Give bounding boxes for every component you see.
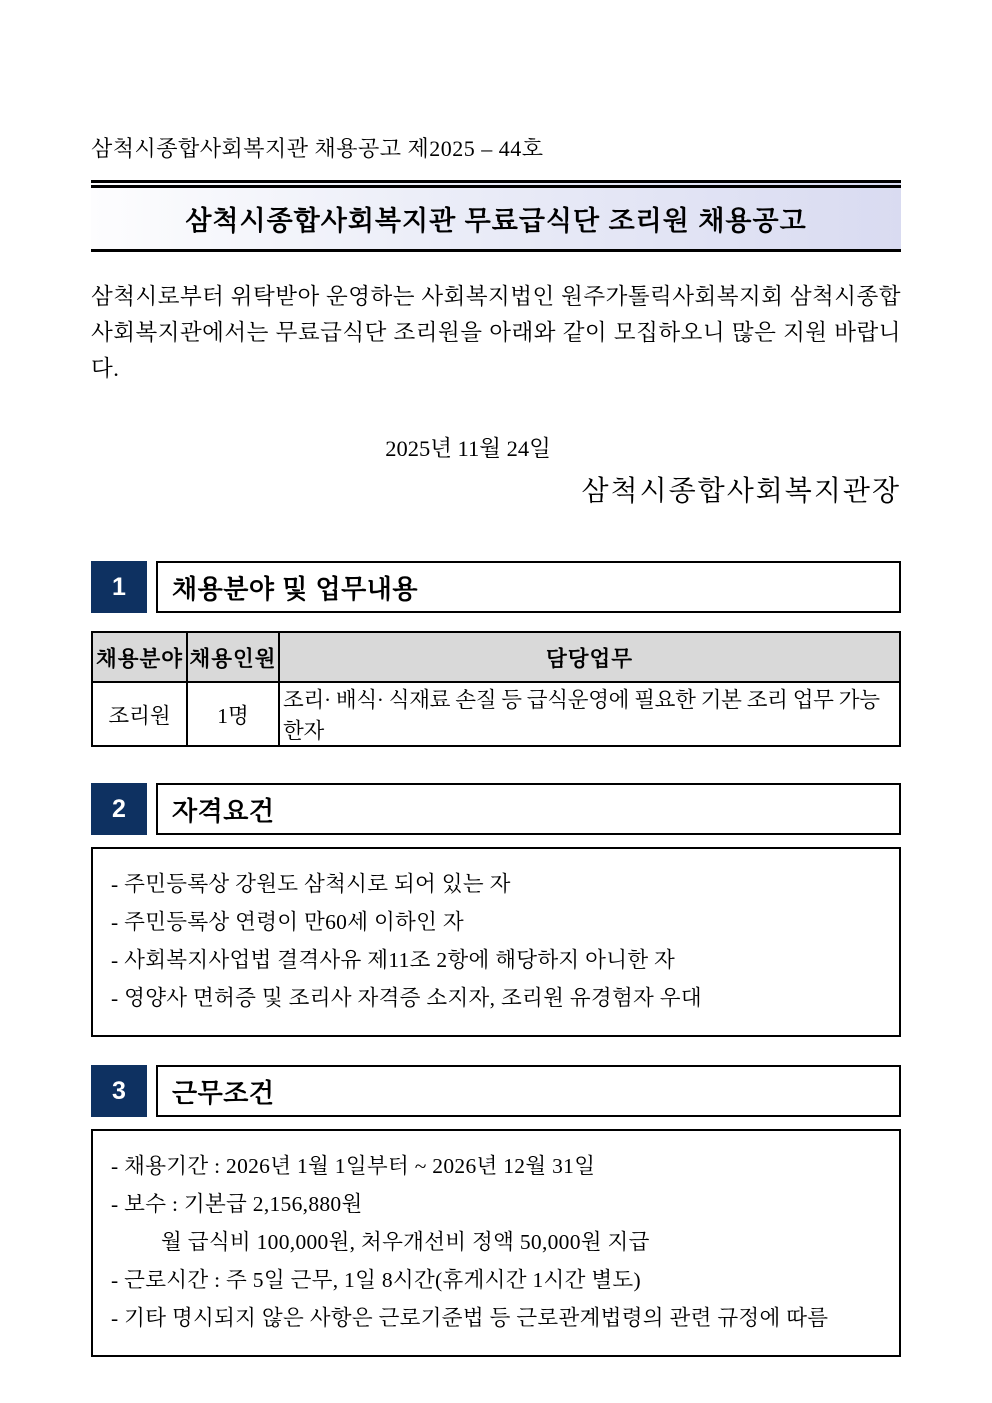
job-table-header-row — [92, 632, 900, 682]
qualifications-box — [91, 847, 901, 1037]
document-reference-number: 삼척시종합사회복지관 채용공고 제2025 – 44호 — [91, 136, 544, 161]
list-item: - 사회복지사업법 결격사유 제11조 2항에 해당하지 아니한 자 — [111, 948, 676, 972]
intro-paragraph: 삼척시로부터 위탁받아 운영하는 사회복지법인 원주가톨릭사회복지회 삼척시종합사회복지관에서는 무료급식단 조리원을 아래와 같이 모집하오니 많은 지원 바랍니다. — [91, 284, 901, 381]
list-item: - 근로시간 : 주 5일 근무, 1일 8시간(휴게시간 1시간 별도) — [111, 1268, 641, 1292]
section-title-box-3 — [156, 1065, 901, 1117]
section-header-1 — [91, 561, 901, 613]
list-item: - 주민등록상 연령이 만60세 이하인 자 — [111, 910, 464, 934]
list-item: - 보수 : 기본급 2,156,880원 — [111, 1192, 363, 1216]
job-field-cell: 조리원 — [92, 682, 187, 746]
job-duty-cell: 조리· 배식· 식재료 손질 등 급식운영에 필요한 기본 조리 업무 가능한자 — [279, 682, 900, 746]
work-conditions-box — [91, 1129, 901, 1357]
section-number-2: 2 — [91, 783, 147, 835]
job-table-header-field: 채용분야 — [92, 632, 187, 682]
signer-name: 삼척시종합사회복지관장 — [581, 476, 901, 507]
section-header-3 — [91, 1065, 901, 1117]
announcement-date: 2025년 11월 24일 — [385, 436, 551, 461]
list-item: - 기타 명시되지 않은 사항은 근로기준법 등 근로관계법령의 관련 규정에 따름 — [111, 1306, 829, 1330]
section-number-1: 1 — [91, 561, 147, 613]
table-row — [92, 682, 900, 746]
document-title: 삼척시종합사회복지관 무료급식단 조리원 채용공고 — [185, 206, 807, 236]
section-number-3: 3 — [91, 1065, 147, 1117]
section-header-2 — [91, 783, 901, 835]
job-table — [91, 631, 901, 747]
section-title-1: 채용분야 및 업무내용 — [172, 573, 418, 604]
section-title-3: 근무조건 — [172, 1077, 275, 1108]
section-title-2: 자격요건 — [172, 795, 275, 826]
list-item: - 영양사 면허증 및 조리사 자격증 소지자, 조리원 유경험자 우대 — [111, 986, 702, 1010]
section-title-box-1 — [156, 561, 901, 613]
list-item: - 주민등록상 강원도 삼척시로 되어 있는 자 — [111, 872, 511, 896]
list-item: - 채용기간 : 2026년 1월 1일부터 ~ 2026년 12월 31일 — [111, 1154, 596, 1178]
list-item-continuation: 월 급식비 100,000원, 처우개선비 정액 50,000원 지급 — [161, 1230, 650, 1254]
section-title-box-2 — [156, 783, 901, 835]
title-band — [91, 180, 901, 252]
job-count-cell: 1명 — [187, 682, 279, 746]
job-table-header-count: 채용인원 — [187, 632, 279, 682]
job-table-header-duty: 담당업무 — [279, 632, 900, 682]
